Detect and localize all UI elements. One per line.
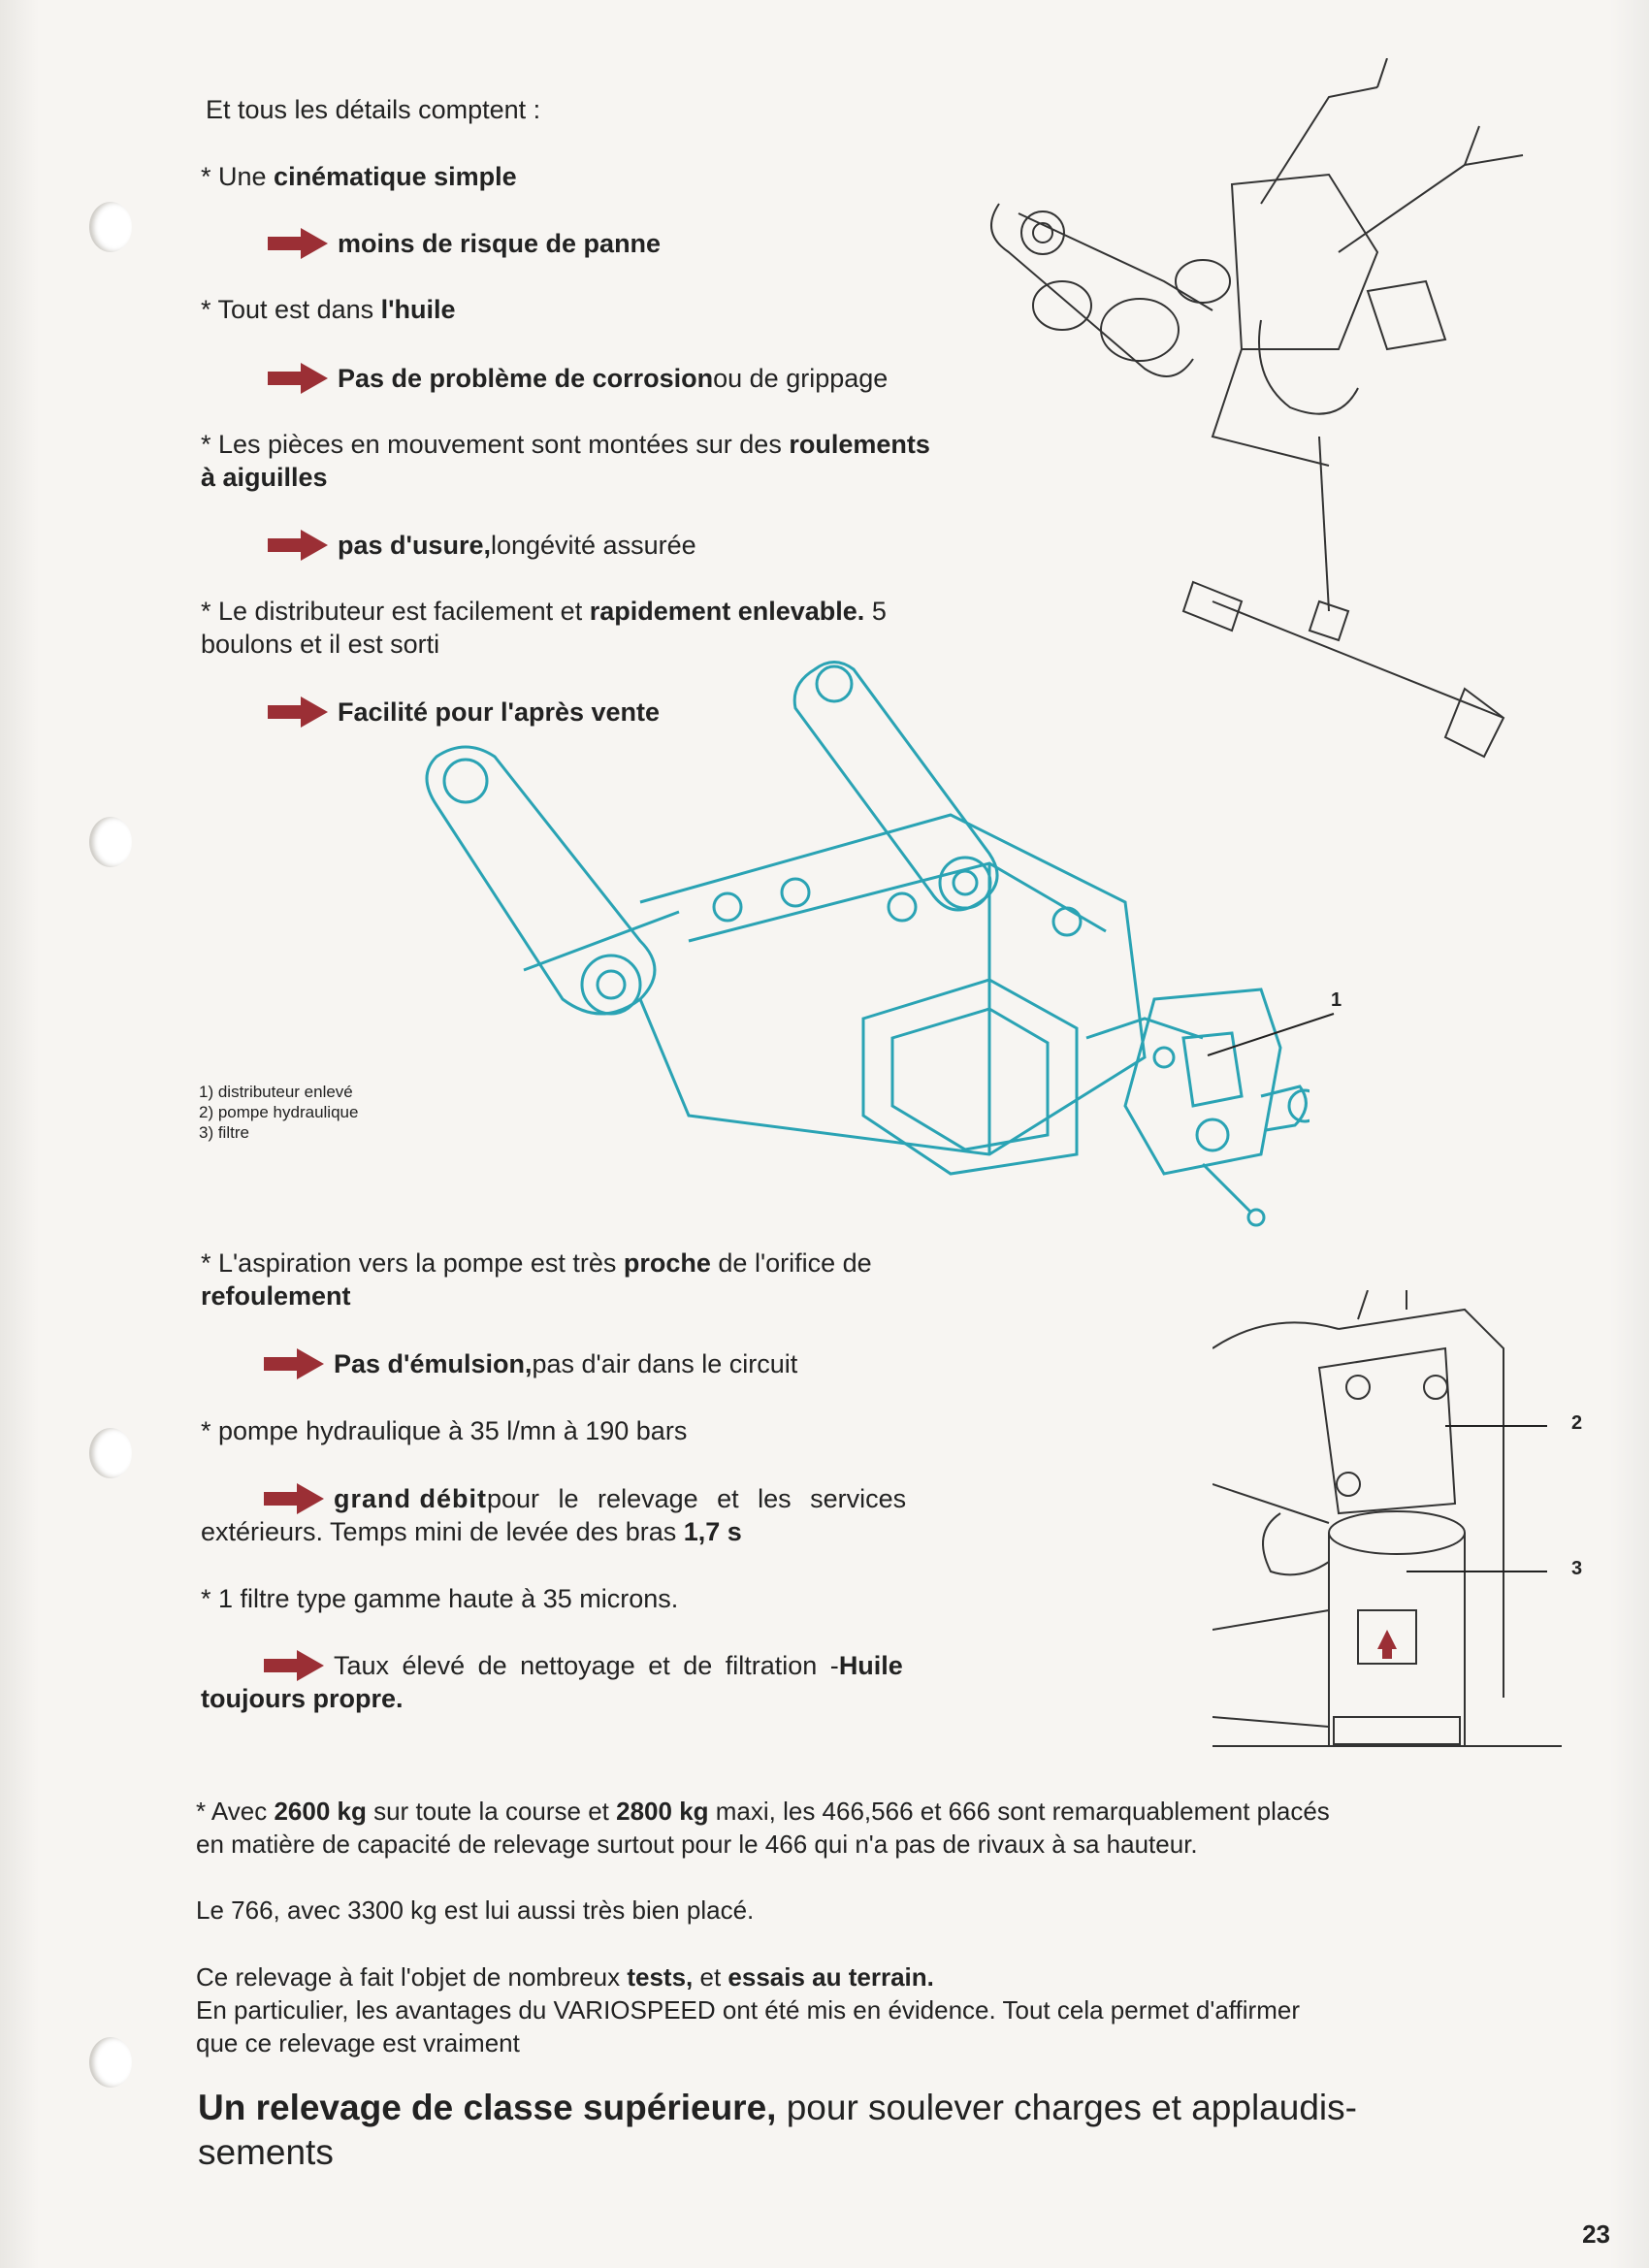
label-1: 1 <box>1331 989 1342 1011</box>
arrow-item-breakdown: moins de risque de panne <box>266 226 661 261</box>
leader-line-1 <box>1203 999 1339 1057</box>
binder-hole <box>89 817 132 867</box>
item-flow-line2: extérieurs. Temps mini de levée des bras 1,7 s <box>201 1517 742 1546</box>
label-3: 3 <box>1571 1558 1583 1579</box>
paragraph-766: Le 766, avec 3300 kg est lui aussi très bien placé. <box>196 1895 755 1925</box>
label-2: 2 <box>1571 1412 1583 1434</box>
intro-text: Et tous les détails comptent : <box>206 95 541 124</box>
binder-hole <box>89 202 132 252</box>
linkage-drawing <box>922 58 1542 776</box>
page-number: 23 <box>1582 2219 1610 2249</box>
arrow-icon <box>262 1481 326 1516</box>
arrow-icon <box>266 226 330 261</box>
item-bearings: * Les pièces en mouvement sont montées sur des roulements à aiguilles <box>201 430 930 492</box>
item-distributor: * Le distributeur est facilement et rapidement enlevable. 5 boulons et il est sorti <box>201 597 887 659</box>
item-suction: * L'aspiration vers la pompe est très proche de l'orifice de refoulement <box>201 1248 872 1311</box>
paragraph-capacity: * Avec 2600 kg sur toute la course et 2800 kg maxi, les 466,566 et 666 sont remarquablement placés en matière de capacité de relevage surtout pour le 466 qui n'a pas de rivaux à sa hauteur. <box>196 1797 1330 1859</box>
item-filter: * 1 filtre type gamme haute à 35 microns. <box>201 1584 679 1613</box>
closing-statement: Un relevage de classe supérieure, pour soulever charges et applaudis- sements <box>198 2088 1357 2172</box>
item-pump: * pompe hydraulique à 35 l/mn à 190 bars <box>201 1416 688 1445</box>
item-kinematics: * Une cinématique simple <box>201 162 517 191</box>
arrow-icon <box>266 528 330 563</box>
arrow-icon <box>262 1346 326 1381</box>
arrow-item-wear: pas d'usure, longévité assurée <box>266 528 696 563</box>
figure-caption: 1) distributeur enlevé 2) pompe hydraulique 3) filtre <box>199 1083 359 1142</box>
item-oil: * Tout est dans l'huile <box>201 295 456 324</box>
binder-hole <box>89 1428 132 1478</box>
arrow-item-emulsion: Pas d'émulsion, pas d'air dans le circuit <box>262 1346 797 1381</box>
arrow-icon <box>262 1648 326 1683</box>
arrow-icon <box>266 361 330 396</box>
item-filtration-line2: toujours propre. <box>201 1684 404 1713</box>
arrow-item-flow: grand débit pour le relevage et les services <box>262 1481 1032 1516</box>
arrow-item-aftersales: Facilité pour l'après vente <box>266 695 660 729</box>
arrow-item-corrosion: Pas de problème de corrosion ou de grippage <box>266 361 888 396</box>
arrow-item-filtration: Taux élevé de nettoyage et de filtration - Huile <box>262 1648 903 1683</box>
pump-filter-drawing <box>1212 1290 1562 1775</box>
paragraph-tests: Ce relevage à fait l'objet de nombreux tests, et essais au terrain. En particulier, les avantages du VARIOSPEED ont été mis en évidence. Tout cela permet d'affirmer que ce relevage est vraiment <box>196 1962 1300 2057</box>
binder-hole <box>89 2037 132 2088</box>
arrow-icon <box>266 695 330 729</box>
